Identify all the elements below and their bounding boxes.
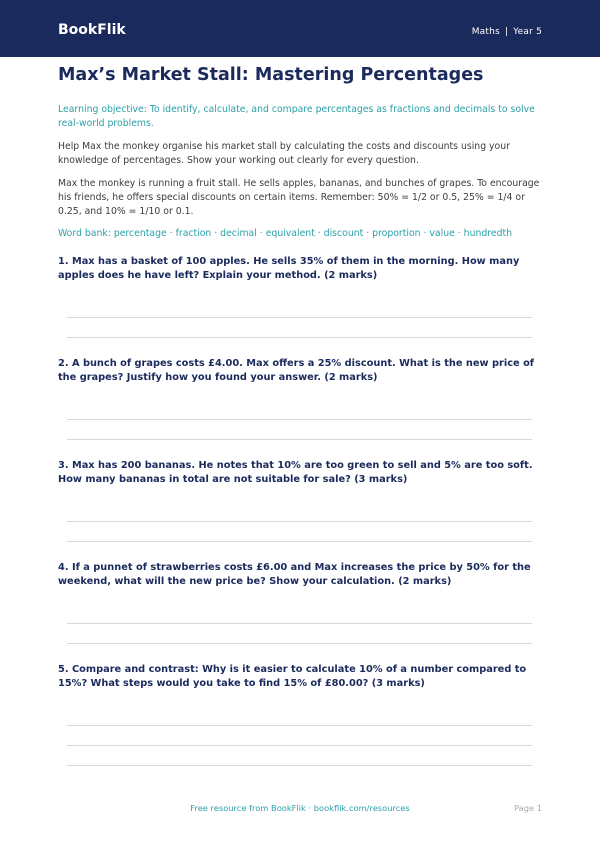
learning-objective: Learning objective: To identify, calculate, and compare percentages as fractions and decimals to solve real-world problems. — [58, 104, 535, 129]
answer-line[interactable] — [67, 419, 532, 420]
question-5 — [58, 663, 538, 691]
question-1 — [58, 255, 538, 283]
subject-year-label — [472, 27, 542, 37]
question-text: 5. Compare and contrast: Why is it easier to calculate 10% of a number compared to 15%? What steps would you take to find 15% of £80.00? (3 marks) — [58, 664, 527, 689]
footer-link[interactable]: Free resource from BookFlik · bookflik.com/resources — [190, 803, 410, 813]
intro-paragraph: Help Max the monkey organise his market stall by calculating the costs and discounts using your knowledge of percentages. Show your working out clearly for every question. — [58, 141, 510, 166]
worksheet-intro — [58, 63, 542, 241]
answer-line[interactable] — [67, 745, 532, 746]
answer-line[interactable] — [67, 765, 532, 766]
brand-logo[interactable]: BookFlik — [58, 22, 126, 38]
answer-line[interactable] — [67, 541, 532, 542]
answer-line[interactable] — [67, 521, 532, 522]
answer-line[interactable] — [67, 643, 532, 644]
question-text: 2. A bunch of grapes costs £4.00. Max offers a 25% discount. What is the new price of the grapes? Justify how you found your answer. (2 marks) — [58, 358, 535, 383]
answer-line[interactable] — [67, 337, 532, 338]
question-text: 3. Max has 200 bananas. He notes that 10% are too green to sell and 5% are too soft. How many bananas in total are not suitable for sale? (3 marks) — [58, 460, 533, 485]
question-4 — [58, 561, 538, 589]
word-bank: Word bank: percentage · fraction · decimal · equivalent · discount · proportion · value · hundredth — [58, 228, 513, 239]
header-bar — [0, 0, 600, 57]
question-2 — [58, 357, 538, 385]
question-text: 4. If a punnet of strawberries costs £6.00 and Max increases the price by 50% for the weekend, what will the new price be? Show your calculation. (2 marks) — [58, 562, 531, 587]
answer-line[interactable] — [67, 317, 532, 318]
answer-line[interactable] — [67, 439, 532, 440]
page-title: Max’s Market Stall: Mastering Percentages — [58, 65, 484, 85]
page-number: Page 1 — [513, 803, 542, 813]
subject-label: Maths — [471, 27, 500, 37]
context-paragraph: Max the monkey is running a fruit stall. He sells apples, bananas, and bunches of grapes. To encourage his friends, he offers special discounts on certain items. Remember: 50% = 1/2 or 0.5, 25% = 1/4 or 0.25, and 10% = 1/10 or 0.1. — [58, 178, 540, 217]
question-3 — [58, 459, 538, 487]
separator: | — [504, 27, 509, 37]
answer-line[interactable] — [67, 623, 532, 624]
year-label: Year 5 — [513, 27, 542, 37]
answer-line[interactable] — [67, 725, 532, 726]
question-text: 1. Max has a basket of 100 apples. He sells 35% of them in the morning. How many apples does he have left? Explain your method. (2 marks) — [58, 256, 520, 281]
